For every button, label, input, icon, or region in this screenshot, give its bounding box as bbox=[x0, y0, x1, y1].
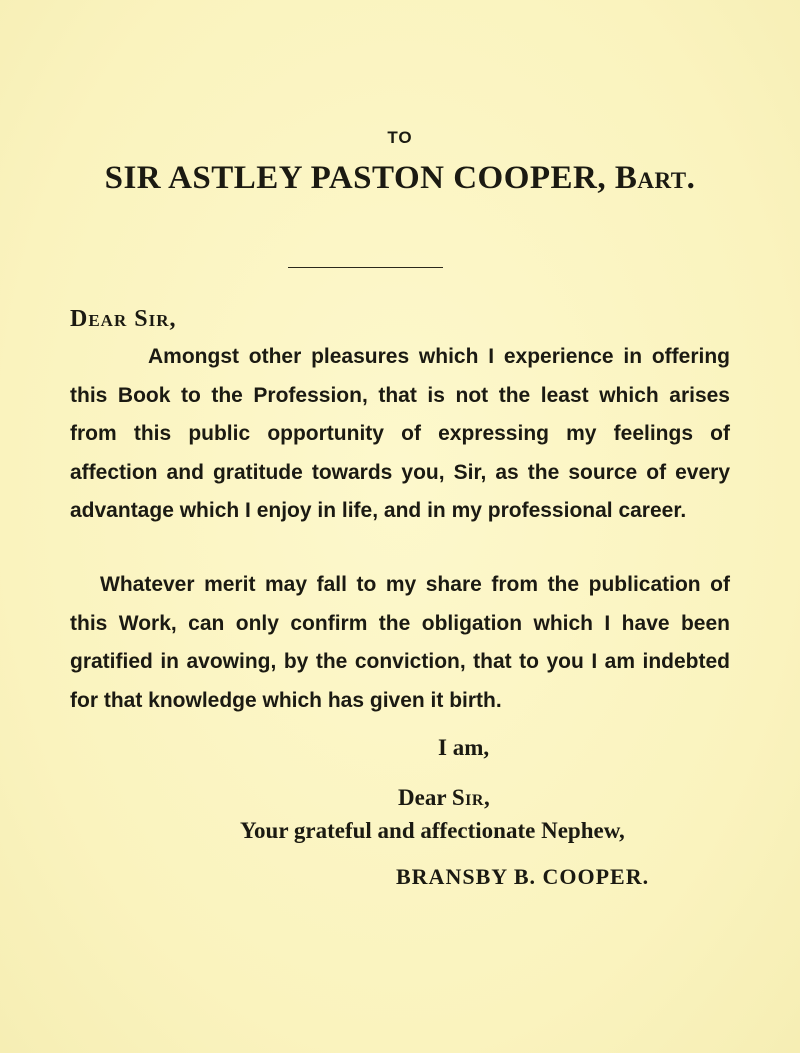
salutation: Dear Sir, bbox=[70, 306, 177, 332]
paragraph-2: Whatever merit may fall to my share from the publication of this Work, can only confirm the obligation which I have been gratified in avowing, by the conviction, that to you I am indebted for that knowledge which has given it birth. bbox=[70, 573, 730, 712]
closing-line-i-am: I am, bbox=[438, 735, 490, 760]
dedication-to: TO bbox=[387, 128, 413, 147]
closing-sir: Sir, bbox=[451, 785, 491, 810]
signature: BRANSBY B. COOPER. bbox=[396, 864, 650, 889]
dedicatee-name: SIR ASTLEY PASTON COOPER, bbox=[104, 160, 607, 196]
dedicatee-heading bbox=[0, 160, 800, 197]
closing-line-nephew: Your grateful and affectionate Nephew, bbox=[240, 818, 625, 843]
paragraph-1: Amongst other pleasures which I experience in offering this Book to the Profession, that is not the least which arises from this public opportunity of expressing my feelings of affection and gratitude towards you, Sir, as the source of every advantage which I enjoy in life, and in my professional career. bbox=[70, 345, 730, 522]
closing-dear: Dear bbox=[398, 785, 452, 810]
dedicatee-title: Bart. bbox=[614, 160, 696, 196]
divider-rule bbox=[288, 267, 443, 268]
closing-line-dear-sir bbox=[398, 785, 490, 811]
